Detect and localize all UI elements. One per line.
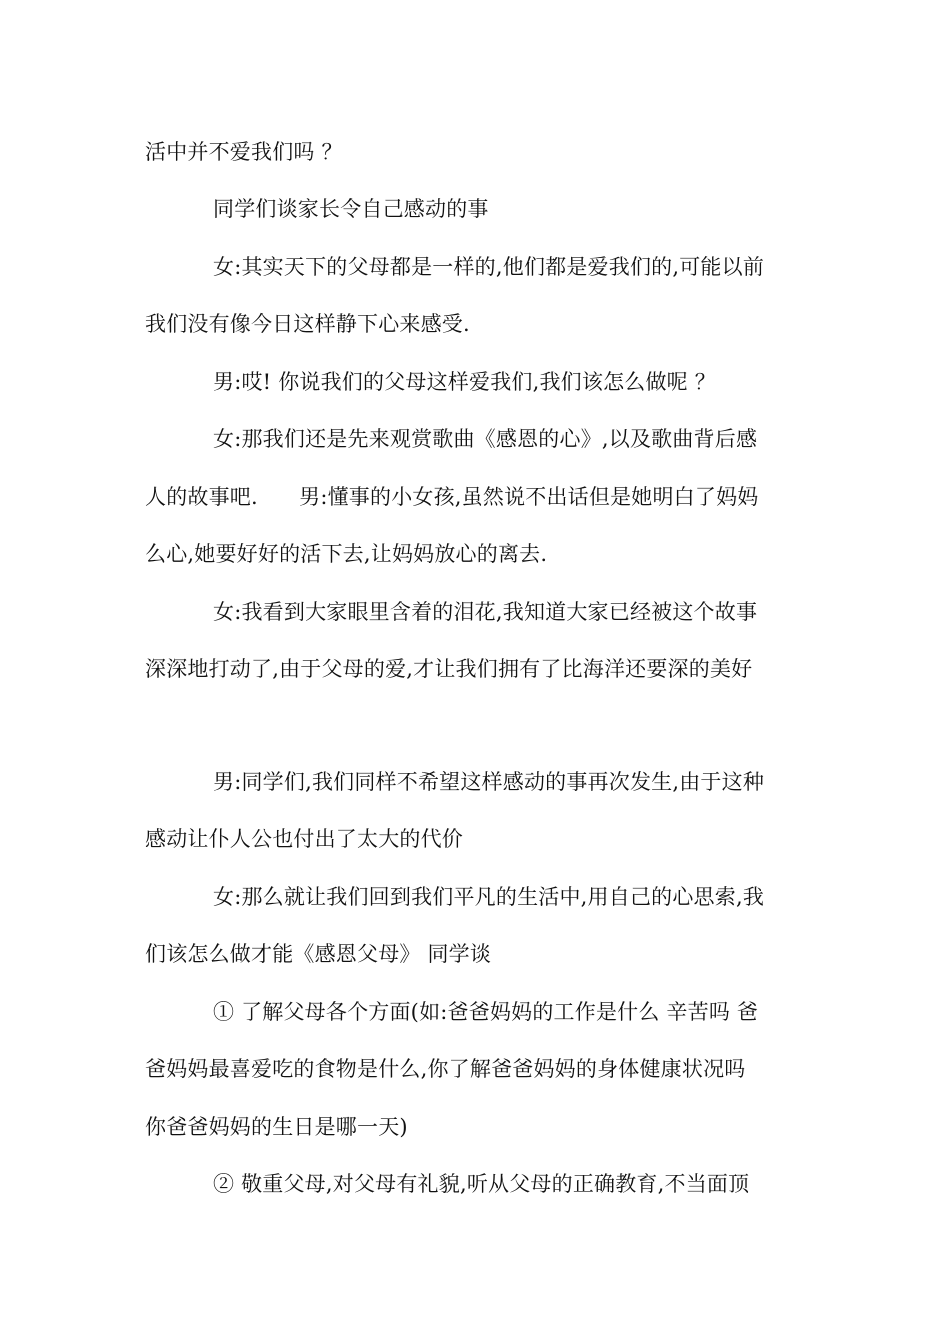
text-line: 女:那我们还是先来观赏歌曲《感恩的心》,以及歌曲背后感 xyxy=(213,427,758,451)
text-line: 女:我看到大家眼里含着的泪花,我知道大家已经被这个故事 xyxy=(213,600,758,624)
text-line: 女:那么就让我们回到我们平凡的生活中,用自己的心思索,我 xyxy=(213,885,765,909)
text-line: 爸妈妈最喜爱吃的食物是什么,你了解爸爸妈妈的身体健康状况吗 xyxy=(145,1057,746,1081)
text-line: ② 敬重父母,对父母有礼貌,听从父母的正确教育,不当面顶 xyxy=(213,1172,750,1196)
text-line: 男:哎! 你说我们的父母这样爱我们,我们该怎么做呢 ？ xyxy=(213,370,716,394)
text-line: 男:同学们,我们同样不希望这样感动的事再次发生,由于这种 xyxy=(213,770,765,794)
text-line: 们该怎么做才能《感恩父母》 同学谈 xyxy=(145,942,492,966)
text-line: 么心,她要好好的活下去,让妈妈放心的离去. xyxy=(145,542,548,566)
text-line: 你爸爸妈妈的生日是哪一天) xyxy=(145,1115,408,1139)
text-line: 人的故事吧. 男:懂事的小女孩,虽然说不出话但是她明白了妈妈 xyxy=(145,485,759,509)
text-line: 同学们谈家长令自己感动的事 xyxy=(213,197,489,221)
text-line: 感动让仆人公也付出了太大的代价 xyxy=(145,827,463,851)
text-line: 我们没有像今日这样静下心来感受. xyxy=(145,312,470,336)
text-line: 女:其实天下的父母都是一样的,他们都是爱我们的,可能以前 xyxy=(213,255,765,279)
text-line: 深深地打动了,由于父母的爱,才让我们拥有了比海洋还要深的美好 xyxy=(145,657,753,681)
text-line: ① 了解父母各个方面(如:爸爸妈妈的工作是什么 辛苦吗 爸 xyxy=(213,1000,759,1024)
text-line: 活中并不爱我们吗 ？ xyxy=(145,140,343,164)
